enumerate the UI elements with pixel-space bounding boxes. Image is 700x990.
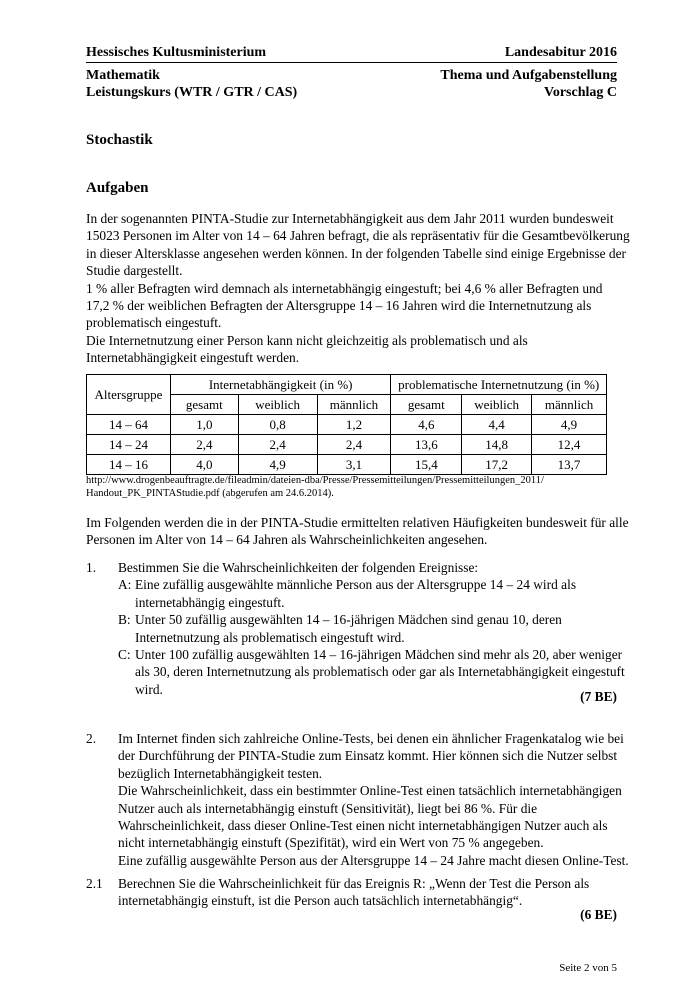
ministry-name: Hessisches Kultusministerium	[86, 45, 267, 60]
sub-header: männlich	[532, 395, 607, 415]
task-body	[118, 730, 629, 869]
value-cell: 2,4	[238, 435, 317, 455]
task-line: Berechnen Sie die Wahrscheinlichkeit für das Ereignis R: „Wenn der Test die Person als	[118, 876, 590, 891]
value-cell: 2,4	[317, 435, 391, 455]
task-line: Im Internet finden sich zahlreiche Online-Tests, bei denen ein ähnlicher Fragenkatalog wie bei	[118, 731, 624, 746]
event-line: Eine zufällig ausgewählte männliche Person aus der Altersgruppe 14 – 24 wird als	[135, 577, 577, 593]
source-line: Handout_PK_PINTAStudie.pdf (abgerufen am 24.6.2014).	[86, 488, 334, 499]
value-cell: 4,9	[238, 455, 317, 475]
section-title: Stochastik	[86, 132, 153, 148]
value-cell: 4,4	[462, 415, 532, 435]
group-header-dependency: Internetabhängigkeit (in %)	[170, 375, 391, 395]
task-number: 2.	[86, 731, 97, 746]
intro-line: problematisch eingestuft.	[86, 315, 222, 331]
value-cell: 2,4	[170, 435, 238, 455]
proposal: Vorschlag C	[544, 85, 617, 100]
event-line: internetabhängig eingestuft.	[135, 594, 285, 610]
intro-line: Internetabhängigkeit eingestuft werden.	[86, 350, 300, 366]
assumption-line: Personen im Alter von 14 – 64 Jahren als Wahrscheinlichkeiten angesehen.	[86, 532, 488, 548]
sub-header: gesamt	[170, 395, 238, 415]
event-line: Internetnutzung als problematisch eingestuft wird.	[135, 629, 405, 645]
task-number: 2.1	[86, 876, 103, 891]
intro-line: Studie dargestellt.	[86, 263, 183, 279]
event-label: A:	[118, 577, 132, 593]
event-line: wird.	[135, 681, 163, 697]
event-a	[118, 576, 617, 611]
task-line: bezüglich Internetabhängigkeit testen.	[118, 765, 323, 781]
source-line: http://www.drogenbeauftragte.de/fileadmin/dateien-dba/Presse/Pressemitteilungen/Pressemitteilungen_2011/	[86, 475, 544, 486]
age-cell: 14 – 24	[87, 435, 171, 455]
event-b	[118, 611, 617, 646]
sub-header: weiblich	[238, 395, 317, 415]
task-line: Nutzer auch als internetabhängig einstuft (Sensitivität), liegt bei 86 %. Für die	[118, 800, 538, 816]
task-line: Eine zufällig ausgewählte Person aus der Altersgruppe 14 – 24 Jahre macht diesen Online-Test.	[118, 852, 629, 868]
value-cell: 13,7	[532, 455, 607, 475]
source-citation	[86, 474, 544, 500]
task-line: der Durchführung der PINTA-Studie zum Einsatz kommt. Hier können sich die Nutzer selbst	[118, 748, 618, 764]
intro-line: 17,2 % der weiblichen Befragten der Altersgruppe 14 – 16 Jahren wird die Internetnutzung als	[86, 298, 592, 314]
intro-line: 15023 Personen im Alter von 14 – 64 Jahren befragt, die als repräsentativ für die Gesamtbevölkerung	[86, 228, 630, 244]
table-row	[87, 455, 607, 475]
col-age-header: Altersgruppe	[87, 375, 171, 415]
age-cell: 14 – 16	[87, 455, 171, 475]
task-body	[118, 559, 625, 698]
event-line: Unter 50 zufällig ausgewählten 14 – 16-jährigen Mädchen sind genau 10, deren	[135, 612, 562, 628]
exam-name: Landesabitur 2016	[504, 45, 617, 60]
header-rule	[86, 62, 617, 63]
task-2-1-points: (6 BE)	[580, 907, 617, 922]
value-cell: 1,0	[170, 415, 238, 435]
event-line: Unter 100 zufällig ausgewählten 14 – 16-jährigen Mädchen sind mehr als 20, aber weniger	[135, 647, 623, 663]
task-number: 1.	[86, 560, 97, 575]
event-label: C:	[118, 647, 131, 663]
task-1-points: (7 BE)	[580, 689, 617, 704]
value-cell: 1,2	[317, 415, 391, 435]
task-line: internetabhängig einstuft, ist die Person auch tatsächlich internetabhängig“.	[118, 893, 523, 909]
tasks-title: Aufgaben	[86, 180, 149, 196]
sub-header: weiblich	[462, 395, 532, 415]
subject: Mathematik	[86, 68, 160, 83]
assumption-line: Im Folgenden werden die in der PINTA-Studie ermittelten relativen Häufigkeiten bundesweit für alle	[86, 515, 629, 530]
page-number: Seite 2 von 5	[559, 962, 617, 974]
intro-line: Die Internetnutzung einer Person kann nicht gleichzeitig als problematisch und als	[86, 332, 528, 348]
task-line: nicht internetabhängig einstuft (Spezifität), wird ein Wert von 75 % angegeben.	[118, 835, 544, 851]
value-cell: 12,4	[532, 435, 607, 455]
value-cell: 4,6	[391, 415, 462, 435]
value-cell: 17,2	[462, 455, 532, 475]
intro-line: 1 % aller Befragten wird demnach als internetabhängig eingestuft; bei 4,6 % aller Befragten und	[86, 280, 603, 296]
value-cell: 13,6	[391, 435, 462, 455]
results-table	[86, 374, 607, 475]
value-cell: 3,1	[317, 455, 391, 475]
task-line: Die Wahrscheinlichkeit, dass ein bestimmter Online-Test einen tatsächlich internetabhängigen	[118, 783, 622, 799]
intro-line: In der sogenannten PINTA-Studie zur Internetabhängigkeit aus dem Jahr 2011 wurden bundesweit	[86, 211, 614, 226]
value-cell: 4,9	[532, 415, 607, 435]
value-cell: 15,4	[391, 455, 462, 475]
event-line: als 30, deren Internetnutzung als problematisch oder gar als Internetabhängigkeit eingestuft	[135, 664, 625, 680]
event-c	[118, 646, 625, 698]
intro-line: in dieser Altersklasse angesehen werden können. In der folgenden Tabelle sind einige Ergebnisse der	[86, 245, 626, 261]
group-header-problematic: problematische Internetnutzung (in %)	[391, 375, 607, 395]
assumption-paragraph	[86, 514, 629, 549]
course: Leistungskurs (WTR / GTR / CAS)	[86, 85, 298, 100]
table-row	[87, 435, 607, 455]
topic: Thema und Aufgabenstellung	[440, 68, 617, 83]
value-cell: 14,8	[462, 435, 532, 455]
value-cell: 0,8	[238, 415, 317, 435]
sub-header: männlich	[317, 395, 391, 415]
task-lead: Bestimmen Sie die Wahrscheinlichkeiten der folgenden Ereignisse:	[118, 560, 479, 575]
task-body	[118, 875, 617, 910]
sub-header: gesamt	[391, 395, 462, 415]
task-line: Wahrscheinlichkeit, dass dieser Online-Test einen nicht internetabhängigen Nutzer auch als	[118, 818, 608, 834]
event-label: B:	[118, 612, 131, 628]
age-cell: 14 – 64	[87, 415, 171, 435]
value-cell: 4,0	[170, 455, 238, 475]
table-row	[87, 415, 607, 435]
intro-paragraph	[86, 210, 630, 367]
